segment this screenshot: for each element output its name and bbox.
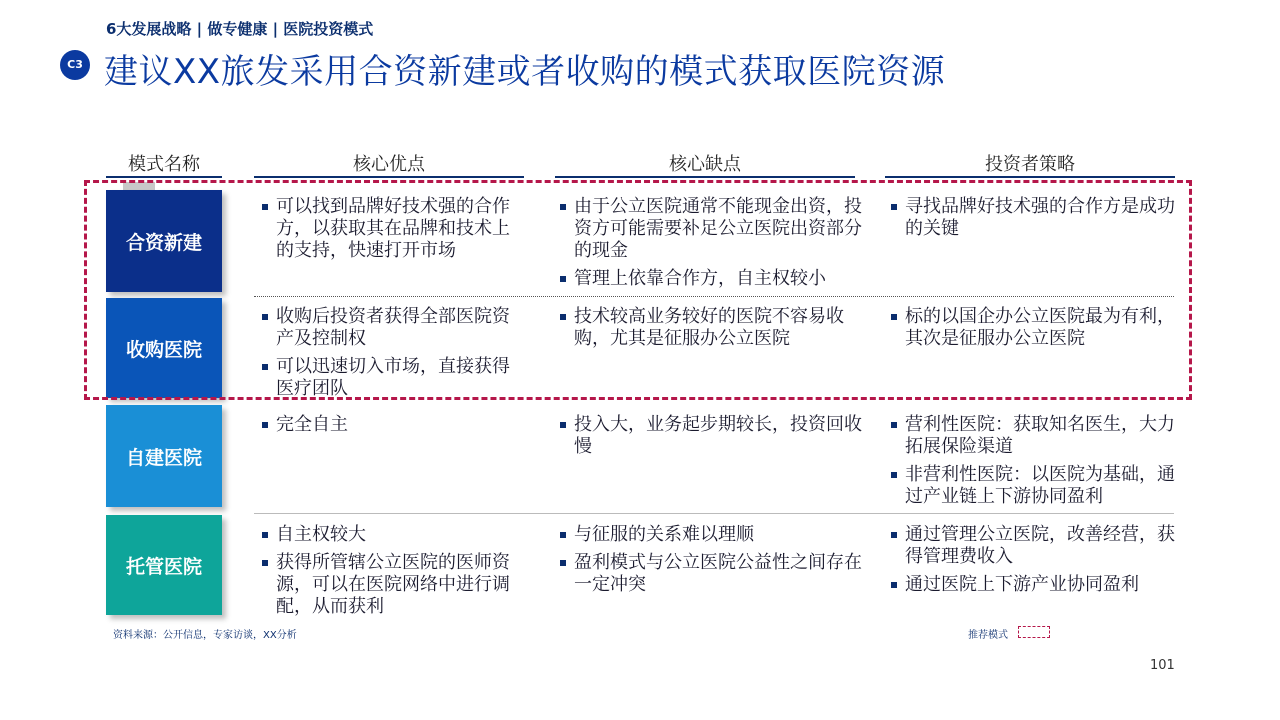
list-item: 管理上依靠合作方，自主权较小 [560, 268, 865, 290]
header-rule-mode [106, 176, 222, 178]
header-strategy: 投资者策略 [985, 154, 1075, 175]
header-pros: 核心优点 [353, 154, 425, 175]
header-mode: 模式名称 [128, 154, 200, 175]
list-item: 由于公立医院通常不能现金出资，投资方可能需要补足公立医院出资部分的现金 [560, 196, 865, 262]
breadcrumb: 6大发展战略 | 做专健康 | 医院投资模式 [106, 20, 374, 38]
list-item: 非营利性医院：以医院为基础，通过产业链上下游协同盈利 [891, 464, 1181, 508]
legend-label: 推荐模式 [968, 630, 1008, 641]
list-item: 与征服的关系难以理顺 [560, 524, 865, 546]
row3-cons [560, 414, 865, 464]
header-cons: 核心缺点 [669, 154, 741, 175]
row-label-trusteeship: 托管医院 [106, 515, 222, 615]
list-item: 营利性医院：获取知名医生，大力拓展保险渠道 [891, 414, 1181, 458]
row4-cons [560, 524, 865, 602]
legend-swatch [1018, 626, 1050, 638]
list-item: 完全自主 [262, 414, 524, 436]
list-item: 自主权较大 [262, 524, 524, 546]
header-rule-pros [254, 176, 524, 178]
list-item: 标的以国企办公立医院最为有利，其次是征服办公立医院 [891, 306, 1183, 350]
page-title: 建议XX旅发采用合资新建或者收购的模式获取医院资源 [104, 52, 946, 92]
row3-pros [262, 414, 524, 442]
row3-strategy [891, 414, 1181, 514]
list-item: 收购后投资者获得全部医院资产及控制权 [262, 306, 524, 350]
list-item: 投入大，业务起步期较长，投资回收慢 [560, 414, 865, 458]
row-label-self-build: 自建医院 [106, 405, 222, 507]
list-item: 可以找到品牌好技术强的合作方，以获取其在品牌和技术上的支持，快速打开市场 [262, 196, 524, 262]
header-rule-strategy [885, 176, 1175, 178]
list-item: 获得所管辖公立医院的医师资源，可以在医院网络中进行调配，从而获利 [262, 552, 524, 618]
header-rule-cons [555, 176, 855, 178]
row-label-acquisition: 收购医院 [106, 298, 222, 398]
row4-strategy [891, 524, 1181, 602]
list-item: 通过医院上下游产业协同盈利 [891, 574, 1181, 596]
recommended-modes-box [84, 180, 1192, 400]
list-item: 寻找品牌好技术强的合作方是成功的关键 [891, 196, 1181, 240]
row4-pros [262, 524, 524, 624]
list-item: 盈利模式与公立医院公益性之间存在一定冲突 [560, 552, 865, 596]
list-item: 可以迅速切入市场，直接获得医疗团队 [262, 356, 524, 400]
list-item: 技术较高业务较好的医院不容易收购，尤其是征服办公立医院 [560, 306, 865, 350]
section-badge: C3 [60, 50, 90, 80]
row-label-joint-venture: 合资新建 [106, 190, 222, 292]
row-divider [254, 513, 1174, 514]
list-item: 通过管理公立医院，改善经营，获得管理费收入 [891, 524, 1181, 568]
source-note: 资料来源：公开信息，专家访谈，XX分析 [113, 630, 297, 641]
page-number: 101 [1150, 658, 1175, 673]
